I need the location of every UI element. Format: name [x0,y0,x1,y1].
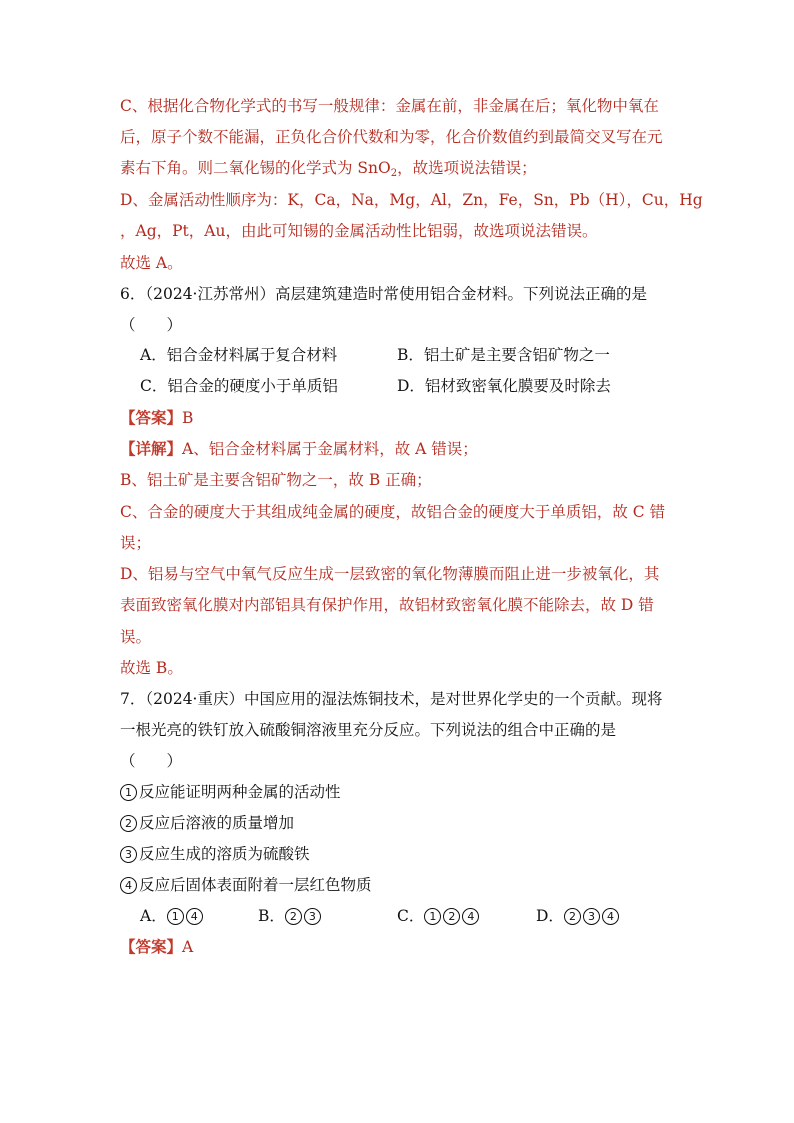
statement-text: 反应后固体表面附着一层红色物质 [139,876,372,894]
q7-statement-4 [120,874,372,896]
answer-value: B [182,409,194,427]
circled-number: 2 [564,908,581,925]
q6-detail-c-line-1: C、合金的硬度大于其组成纯金属的硬度，故铝合金的硬度大于单质铝，故 C 错 [120,503,666,521]
q7-stem-line-1: 7．（2024·重庆）中国应用的湿法炼铜技术，是对世界化学史的一个贡献。现将 [120,690,663,708]
statement-text: 反应能证明两种金属的活动性 [139,783,341,801]
q7-option-a [140,905,205,927]
q7-statement-1 [120,781,341,803]
answer-value: A [182,938,194,956]
explanation-d-line-1: D、金属活动性顺序为：K，Ca，Na，Mg，Al，Zn，Fe，Sn，Pb（H），Cu，Hg [120,191,703,209]
subscript-2: 2 [390,168,398,179]
circled-number: 3 [304,908,321,925]
q7-option-d [536,905,621,927]
circled-number: 1 [424,908,441,925]
q6-detail-d-line-3: 误。 [120,628,152,646]
q7-option-b [258,905,323,927]
q7-statement-2 [120,812,294,834]
option-label: B． [258,907,285,925]
q7-answer [120,936,193,958]
q6-option-b: B．铝土矿是主要含铝矿物之一 [397,346,610,364]
circled-number: 1 [120,784,137,801]
answer-tag: 【答案】 [120,937,183,956]
option-label: D． [536,907,564,925]
q7-stem-line-2: 一根光亮的铁钉放入硫酸铜溶液里充分反应。下列说法的组合中正确的是 [120,721,617,739]
circled-number: 4 [602,908,619,925]
circled-number: 2 [285,908,302,925]
detail-tag: 【详解】 [120,439,183,458]
option-label: A． [140,907,167,925]
circled-number: 3 [120,846,137,863]
q6-detail-a [120,438,478,460]
circled-number: 4 [186,908,203,925]
statement-text: 反应后溶液的质量增加 [139,814,295,832]
explanation-c-text: 素右下角。则二氧化锡的化学式为 SnO [120,159,391,177]
explanation-c-line-1: C、根据化合物化学式的书写一般规律：金属在前，非金属在后；氧化物中氧在 [120,97,659,115]
q6-detail-c-line-2: 误； [120,534,152,552]
q6-detail-b: B、铝土矿是主要含铝矿物之一，故 B 正确； [120,471,432,489]
detail-a-text: A、铝合金材料属于金属材料，故 A 错误； [182,440,478,458]
q6-option-c: C．铝合金的硬度小于单质铝 [140,377,338,395]
choose-answer-prev: 故选 A。 [120,254,183,272]
explanation-c-line-3 [120,157,537,185]
statement-text: 反应生成的溶质为硫酸铁 [139,845,310,863]
q6-answer [120,407,193,429]
circled-number: 2 [443,908,460,925]
q6-detail-d-line-2: 表面致密氧化膜对内部铝具有保护作用，故铝材致密氧化膜不能除去，故 D 错 [120,596,654,614]
q6-choose-answer: 故选 B。 [120,659,183,677]
q6-option-d: D．铝材致密氧化膜要及时除去 [397,377,611,395]
explanation-c-tail: ，故选项说法错误； [397,159,537,177]
q6-option-a: A．铝合金材料属于复合材料 [140,346,338,364]
q6-stem-line-2: （ ） [120,316,183,334]
answer-tag: 【答案】 [120,408,183,427]
q7-stem-line-3: （ ） [120,752,183,770]
circled-number: 3 [583,908,600,925]
circled-number: 4 [462,908,479,925]
q7-statement-3 [120,843,310,865]
circled-number: 2 [120,815,137,832]
explanation-d-line-2: ，Ag，Pt，Au，由此可知锡的金属活动性比铝弱，故选项说法错误。 [120,222,598,240]
option-label: C． [397,907,425,925]
q7-option-c [397,905,481,927]
explanation-c-line-2: 后，原子个数不能漏，正负化合价代数和为零，化合价数值约到最简交叉写在元 [120,128,663,146]
circled-number: 4 [120,877,137,894]
q6-stem-line-1: 6．（2024·江苏常州）高层建筑建造时常使用铝合金材料。下列说法正确的是 [120,285,647,303]
circled-number: 1 [167,908,184,925]
q6-detail-d-line-1: D、铝易与空气中氧气反应生成一层致密的氧化物薄膜而阻止进一步被氧化，其 [120,565,660,583]
